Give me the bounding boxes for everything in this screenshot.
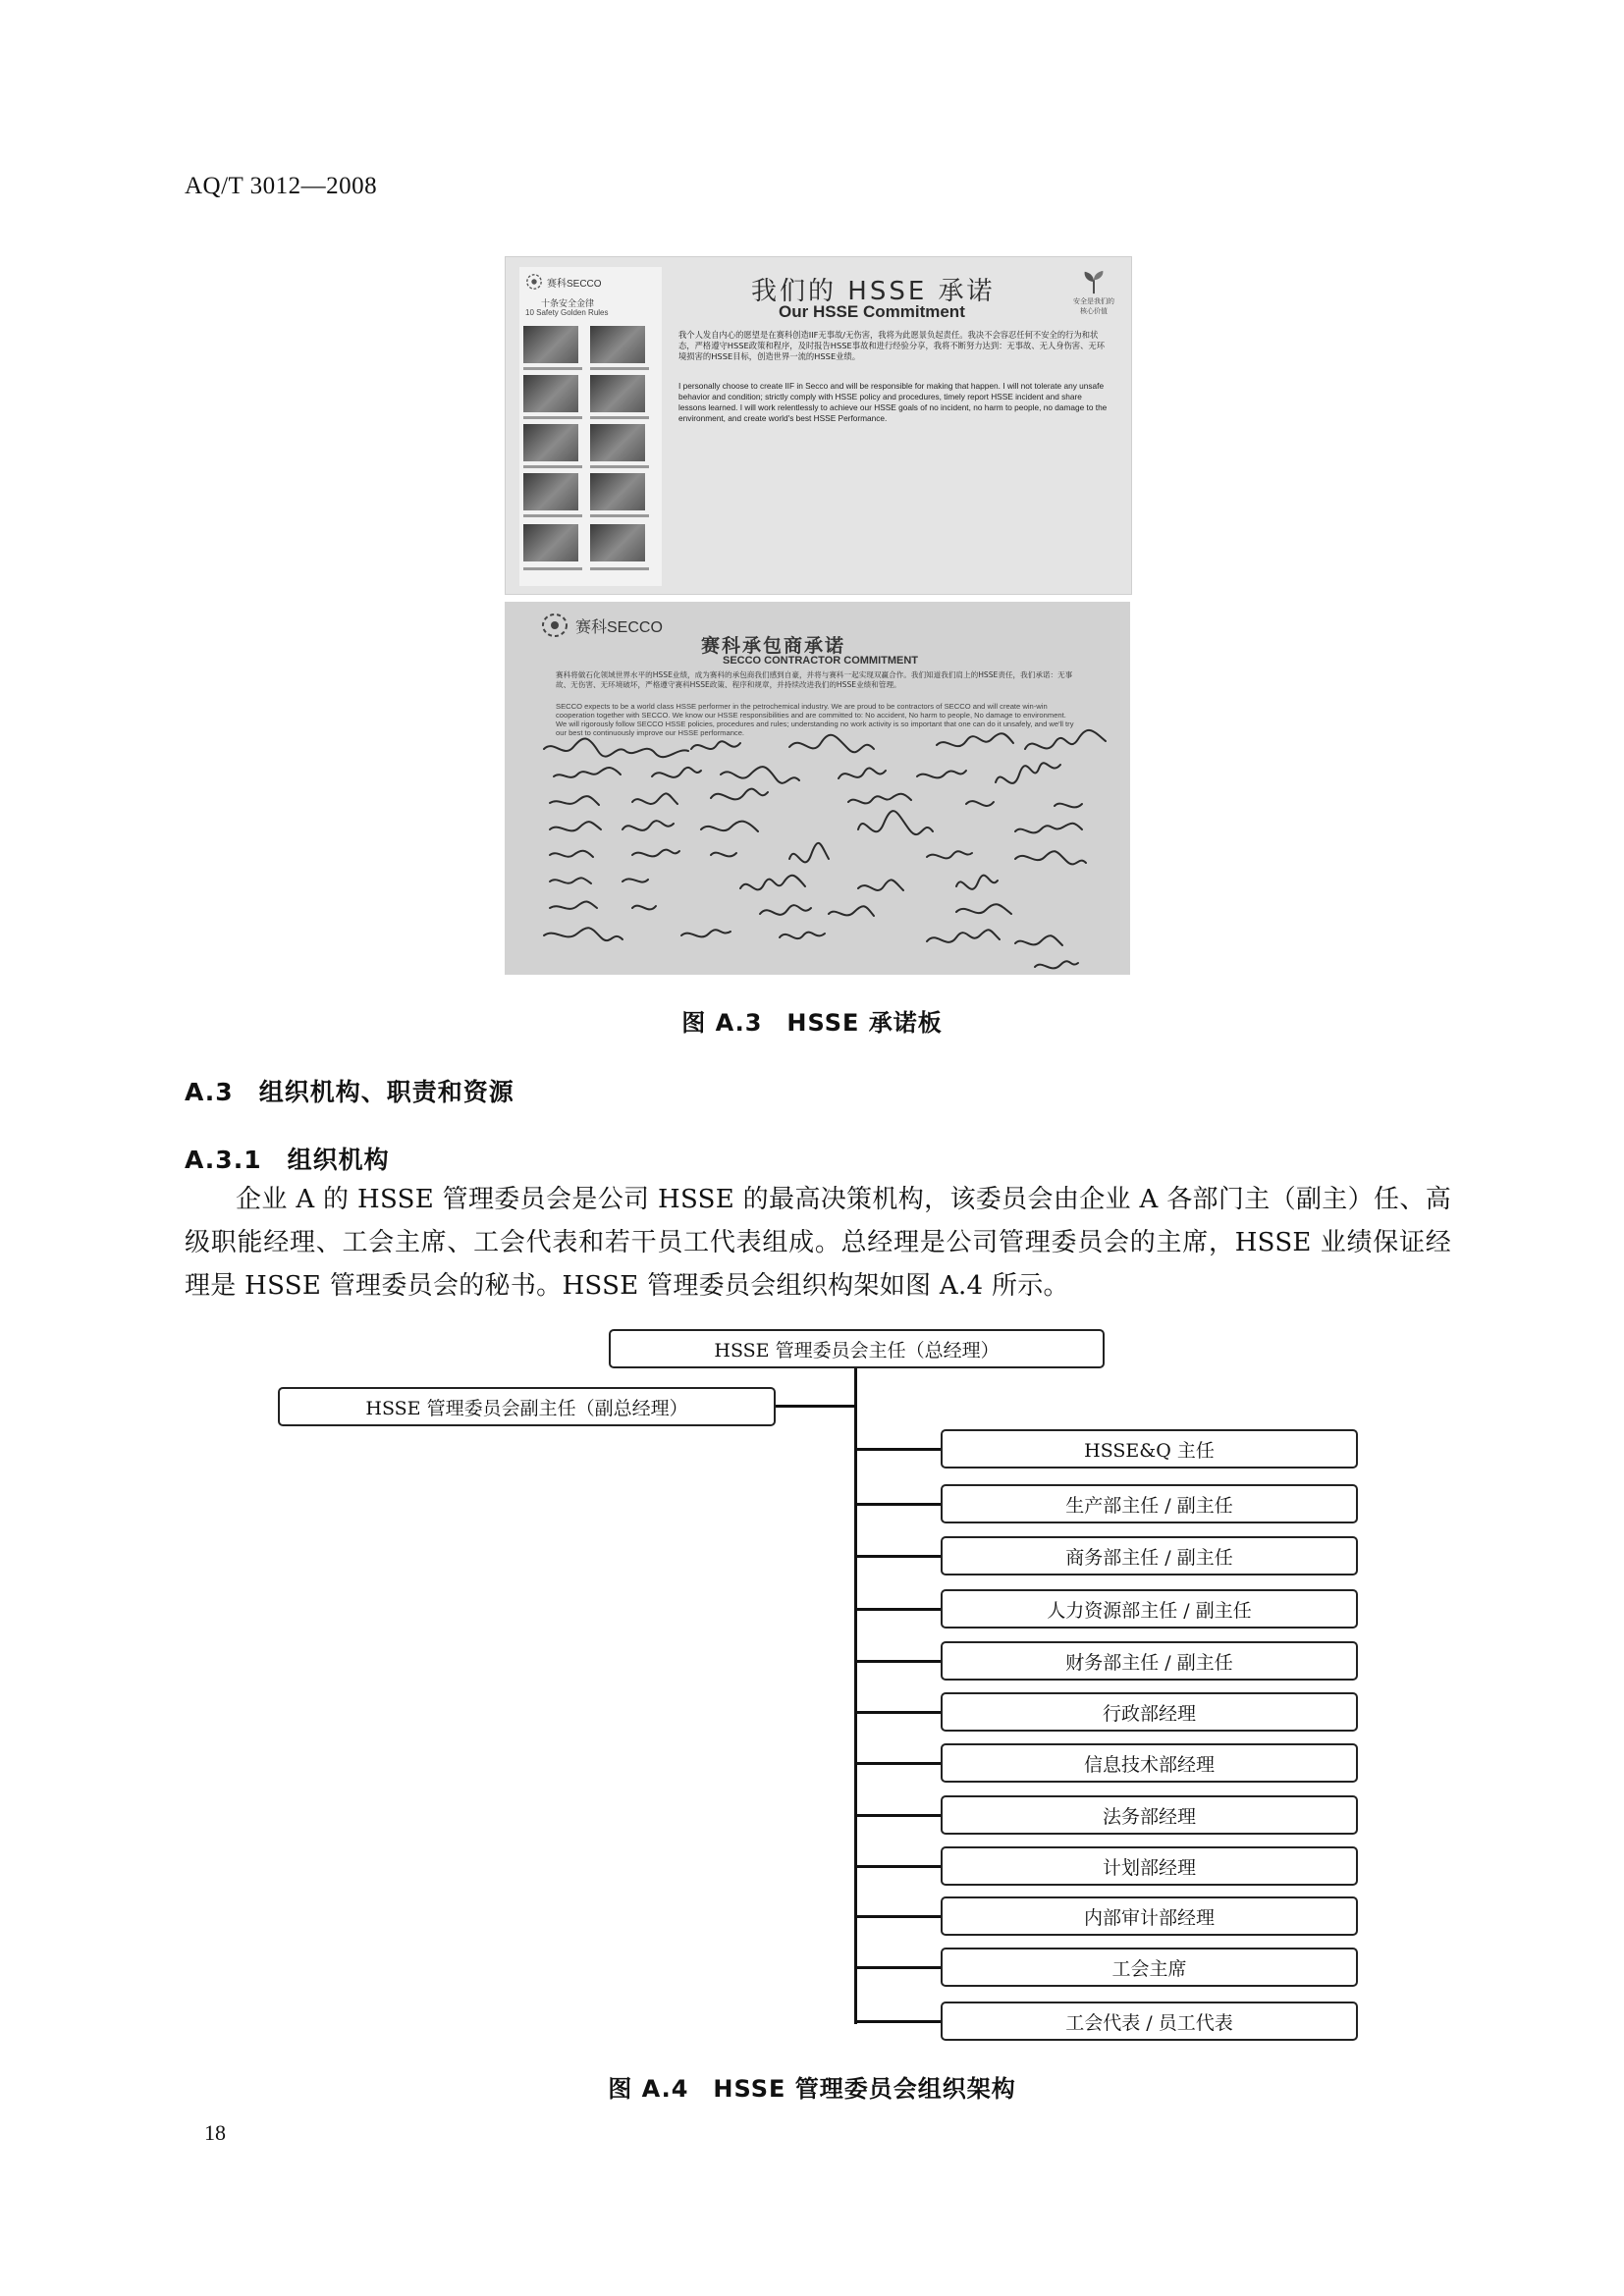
rule-thumbnail <box>523 473 578 510</box>
rule-caption <box>523 416 582 419</box>
signature <box>652 768 701 777</box>
signature <box>848 794 911 804</box>
rule-thumbnail <box>523 375 578 412</box>
chart-connector <box>854 2020 941 2023</box>
signature <box>1015 935 1062 945</box>
section-a3-heading <box>185 1073 514 1108</box>
signature <box>721 767 799 783</box>
standard-code: AQ/T 3012—2008 <box>185 173 378 199</box>
chart-box-member: 财务部主任 / 副主任 <box>941 1641 1358 1681</box>
signature <box>550 822 601 830</box>
rule-thumbnail <box>590 524 645 561</box>
signature <box>544 928 623 940</box>
signature <box>858 880 903 890</box>
chart-box-member: 工会主席 <box>941 1948 1358 1987</box>
contractor-body-zh: 赛科将做石化领域世界水平的HSSE业绩，成为赛科的承包商我们感到自豪，并将与赛科一起实现双赢合作。我们知道我们肩上的HSSE责任，我们承诺：无事故、无伤害、无环境破坏，严格遵守赛科HSSE政策、程序和规章，并持续改进我们的HSSE业绩和管理。 <box>556 670 1073 689</box>
signature <box>550 878 591 883</box>
section-title: 组织机构 <box>287 1146 390 1174</box>
rule-thumbnail <box>590 473 645 510</box>
signature <box>780 933 825 939</box>
signature <box>996 763 1060 783</box>
signature <box>623 879 648 881</box>
commitment-title-zh: 我们的 HSSE 承诺 <box>751 277 996 306</box>
signature <box>789 843 829 863</box>
org-paragraph: 企业 A 的 HSSE 管理委员会是公司 HSSE 的最高决策机构，该委员会由企业 A 各部门主（副主）任、高级职能经理、工会主席、工会代表和若干员工代表组成。总经理是公司管理委员会的主席，HSSE 业绩保证经理是 HSSE 管理委员会的秘书。HSSE 管理委员会组织构架如图 A.4 所示。 <box>185 1185 1451 1301</box>
signature <box>550 851 593 857</box>
corner-emblem <box>1072 269 1115 316</box>
signature <box>711 853 736 857</box>
rule-caption <box>523 567 582 570</box>
chart-connector <box>854 1608 941 1611</box>
signature <box>839 768 886 778</box>
chart-box-deputy: HSSE 管理委员会副主任（副总经理） <box>278 1387 776 1426</box>
figure-a4-caption: 图 A.4 HSSE 管理委员会组织架构 <box>608 2075 1016 2103</box>
contractor-body-en: SECCO expects to be a world class HSSE performer in the petrochemical industry. We are proud to be contractors of SECCO and will create win-win cooperation together with SECCO. We know our HSSE responsibilities and are committed to: No accident, No harm to people, No damage to environment. We will rigorously follow SECCO HSSE policies, procedures and rules; understanding no work activity is so important that one can do it unsafely, and we'll try our best to continuously improve our HSSE performance. <box>556 702 1074 737</box>
signature <box>927 930 1000 942</box>
contractor-title-zh: 赛科承包商承诺 <box>701 635 846 657</box>
signature <box>544 738 688 757</box>
signature <box>1025 730 1106 749</box>
chart-connector <box>854 1503 941 1506</box>
contractor-title-en: SECCO CONTRACTOR COMMITMENT <box>723 655 919 667</box>
chart-connector <box>854 1448 941 1451</box>
chart-connector <box>854 1555 941 1558</box>
signature <box>632 793 677 804</box>
commitment-body-en: I personally choose to create IIF in Secco and will be responsible for making that happen. I will not tolerate any unsafe behavior and condition; strictly comply with HSSE policy and procedures, timely report HSSE incident and share lessons learned. I will work relentlessly to achieve our HSSE goals of no incident, no harm to people, no damage to the environment, and create world's best HSSE Performance. <box>678 381 1108 423</box>
sprout-icon <box>1080 269 1108 294</box>
rule-caption <box>590 416 649 419</box>
signatures-area <box>505 602 1130 975</box>
logo-text: 赛科SECCO <box>575 618 663 636</box>
chart-trunk-line <box>854 1368 857 2024</box>
rule-thumbnail <box>590 375 645 412</box>
golden-rules-title-en: 10 Safety Golden Rules <box>525 308 609 317</box>
rule-thumbnail <box>523 524 578 561</box>
chart-connector <box>854 1915 941 1918</box>
signature <box>956 876 998 889</box>
signature <box>701 822 758 831</box>
signature <box>623 821 674 830</box>
signature <box>789 735 874 753</box>
signature <box>956 904 1011 914</box>
page-number: 18 <box>204 2120 226 2145</box>
chart-connector <box>854 1711 941 1714</box>
signature <box>1055 804 1082 808</box>
section-number: A.3 <box>185 1078 234 1106</box>
signature <box>927 851 972 858</box>
signature <box>632 906 656 910</box>
corner-text: 安全是我们的核心价值 <box>1073 297 1114 315</box>
signature <box>632 850 679 857</box>
figure-a3-caption: 图 A.3 HSSE 承诺板 <box>681 1009 943 1037</box>
contractor-commitment-photo <box>505 602 1130 975</box>
golden-rules-panel <box>519 267 662 586</box>
rule-thumbnail <box>590 424 645 461</box>
chart-box-member: 生产部主任 / 副主任 <box>941 1484 1358 1523</box>
signature <box>711 789 768 800</box>
rule-thumbnail <box>523 326 578 363</box>
chart-box-member: 内部审计部经理 <box>941 1896 1358 1936</box>
signature <box>681 930 731 936</box>
signature <box>740 876 805 890</box>
chart-box-member: HSSE&Q 主任 <box>941 1429 1358 1468</box>
chart-connector <box>854 1966 941 1969</box>
signature <box>691 741 740 749</box>
rule-thumbnail <box>590 326 645 363</box>
logo-text: 赛科SECCO <box>547 278 602 290</box>
signature <box>829 906 874 916</box>
rule-caption <box>590 367 649 370</box>
chart-box-member: 行政部经理 <box>941 1692 1358 1732</box>
signature <box>760 905 811 915</box>
golden-rules-title-zh: 十条安全金律 <box>541 299 595 309</box>
signature <box>858 811 933 834</box>
chart-box-member: 法务部经理 <box>941 1795 1358 1835</box>
chart-connector <box>854 1814 941 1817</box>
rule-caption <box>590 465 649 468</box>
section-a31-heading <box>185 1141 390 1176</box>
commitment-body-zh: 我个人发自内心的愿望是在赛科创造IIF无事故/无伤害，我将为此愿景负起责任。我决不会容忍任何不安全的行为和状态，严格遵守HSSE政策和程序，及时报告HSSE事故和进行经验分享，我将不断努力达到：无事故、无人身伤害、无环境损害的HSSE目标，创造世界一流的HSSE业绩。 <box>678 330 1105 361</box>
secco-logo-icon <box>525 273 543 291</box>
chart-connector <box>854 1660 941 1663</box>
rule-caption <box>523 514 582 517</box>
signature <box>1035 961 1078 968</box>
chart-connector <box>854 1865 941 1868</box>
chart-box-member: 工会代表 / 员工代表 <box>941 2002 1358 2041</box>
section-title: 组织机构、职责和资源 <box>258 1078 514 1106</box>
chart-box-member: 商务部主任 / 副主任 <box>941 1536 1358 1575</box>
signature <box>1015 824 1082 833</box>
rule-caption <box>590 567 649 570</box>
commitment-title-en: Our HSSE Commitment <box>779 302 965 321</box>
signature <box>966 801 994 806</box>
signature <box>550 796 599 805</box>
signature <box>937 733 1013 746</box>
hsse-commitment-photo <box>505 256 1132 595</box>
signature <box>550 902 597 909</box>
rule-caption <box>523 465 582 468</box>
signature <box>917 771 966 777</box>
chart-box-member: 人力资源部主任 / 副主任 <box>941 1589 1358 1629</box>
chart-connector <box>776 1405 856 1408</box>
chart-connector <box>854 1762 941 1765</box>
signature <box>554 768 621 777</box>
secco-logo <box>525 273 602 291</box>
rule-thumbnail <box>523 424 578 461</box>
chart-box-member: 信息技术部经理 <box>941 1743 1358 1783</box>
chart-box-member: 计划部经理 <box>941 1846 1358 1886</box>
chart-box-top: HSSE 管理委员会主任（总经理） <box>609 1329 1105 1368</box>
rule-caption <box>523 367 582 370</box>
section-number: A.3.1 <box>185 1146 262 1174</box>
rule-caption <box>590 514 649 517</box>
signature <box>1015 851 1086 864</box>
